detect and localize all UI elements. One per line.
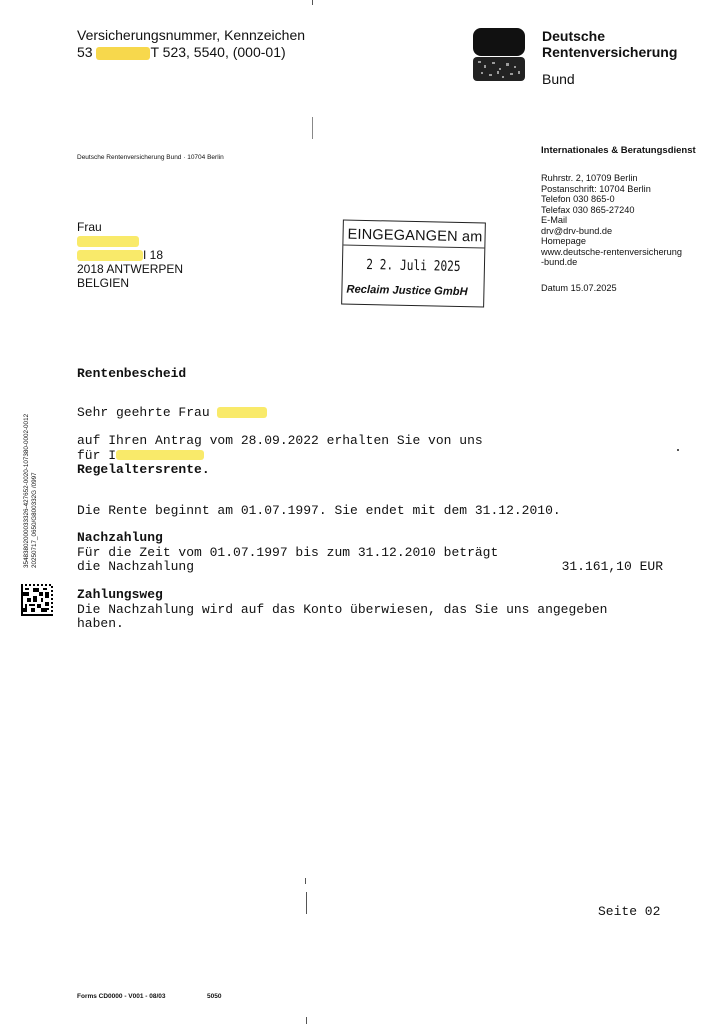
greeting xyxy=(77,406,267,421)
recipient-name-line xyxy=(77,234,183,248)
org-line-1: Deutsche xyxy=(542,28,606,44)
recipient-street xyxy=(77,248,183,262)
back-payment-section xyxy=(77,531,667,575)
pension-type: Regelaltersrente. xyxy=(77,462,210,477)
pension-period: Die Rente beginnt am 01.07.1997. Sie endet mit dem 31.12.2010. xyxy=(77,503,561,518)
recipient-city: 2018 ANTWERPEN xyxy=(77,262,184,276)
insurance-number xyxy=(77,44,286,60)
office-contact xyxy=(541,173,682,268)
received-stamp xyxy=(341,220,486,308)
scan-mark xyxy=(305,878,306,884)
back-payment-amount: 31.161,10 EUR xyxy=(561,559,663,574)
stamp-title: EINGEGANGEN am xyxy=(347,226,483,246)
redaction xyxy=(116,450,204,460)
form-number: 5050 xyxy=(207,993,222,1000)
insurance-suffix: T 523, 5540, (000-01) xyxy=(150,44,286,60)
recipient-address xyxy=(77,220,183,290)
page-number: Seite 02 xyxy=(598,904,661,919)
recipient-salutation: Frau xyxy=(77,220,102,234)
office-phone: Telefon 030 865-0 xyxy=(541,194,615,204)
homepage-line-2: -bund.de xyxy=(541,257,578,267)
email-label: E-Mail xyxy=(541,215,568,225)
intro-line-2 xyxy=(77,449,483,464)
side-code-line-1: 35483802000033326-427652-0020-107380-0002-0012 xyxy=(23,413,30,568)
office-address: Ruhrstr. 2, 10709 Berlin xyxy=(541,173,638,183)
department: Internationales & Beratungsdienst xyxy=(541,145,696,156)
org-line-2: Rentenversicherung xyxy=(542,44,678,60)
sender-line: Deutsche Rentenversicherung Bund · 10704 Berlin xyxy=(77,154,224,161)
intro-paragraph xyxy=(77,434,483,478)
payment-method-section xyxy=(77,588,608,632)
email-value: drv@drv-bund.de xyxy=(541,225,613,236)
office-postal: Postanschrift: 10704 Berlin xyxy=(541,183,651,194)
org-name xyxy=(542,28,677,60)
redaction xyxy=(77,250,143,261)
back-payment-heading: Nachzahlung xyxy=(77,530,163,545)
side-code xyxy=(23,414,39,568)
street-suffix: I 18 xyxy=(143,248,164,262)
back-payment-line-2 xyxy=(77,560,667,575)
insurance-prefix: 53 xyxy=(77,44,93,60)
fold-mark xyxy=(306,892,307,914)
letter-date: Datum 15.07.2025 xyxy=(541,283,617,293)
homepage-line-1: www.deutsche-rentenversicherung xyxy=(541,246,682,257)
back-payment-label: die Nachzahlung xyxy=(77,559,195,574)
stamp-company: Reclaim Justice GmbH xyxy=(346,283,468,299)
data-matrix-code xyxy=(21,584,53,616)
stamp-divider xyxy=(343,245,484,249)
redaction xyxy=(217,407,267,418)
payment-line-1: Die Nachzahlung wird auf das Konto überwiesen, das Sie uns angegeben xyxy=(77,601,608,617)
form-code: Forms CD0000 - V001 - 08/03 xyxy=(77,993,166,1000)
intro-line-2-text: für I xyxy=(77,447,117,463)
redaction xyxy=(96,47,150,60)
intro-line-1: auf Ihren Antrag vom 28.09.2022 erhalten Sie von uns xyxy=(77,433,483,448)
document-title: Rentenbescheid xyxy=(77,366,187,381)
stamp-date: 2 2. Juli 2025 xyxy=(366,257,461,275)
side-code-line-2: 20250717_0650/G800332G /0997 xyxy=(31,472,38,568)
insurance-label: Versicherungsnummer, Kennzeichen xyxy=(77,27,306,43)
office-fax: Telefax 030 865-27240 xyxy=(541,204,635,215)
homepage-label: Homepage xyxy=(541,236,586,246)
scan-speck xyxy=(677,449,679,451)
payment-line-2: haben. xyxy=(77,616,124,631)
payment-method-heading: Zahlungsweg xyxy=(77,587,163,602)
drv-logo xyxy=(472,27,526,83)
recipient-country: BELGIEN xyxy=(77,276,130,290)
redaction xyxy=(77,236,139,247)
fold-mark xyxy=(312,117,313,139)
org-sub: Bund xyxy=(542,71,575,87)
scan-mark xyxy=(306,1017,307,1024)
back-payment-line-1: Für die Zeit vom 01.07.1997 bis zum 31.12.2010 beträgt xyxy=(77,544,499,560)
greeting-text: Sehr geehrte Frau xyxy=(77,405,210,420)
scan-mark xyxy=(312,0,313,5)
